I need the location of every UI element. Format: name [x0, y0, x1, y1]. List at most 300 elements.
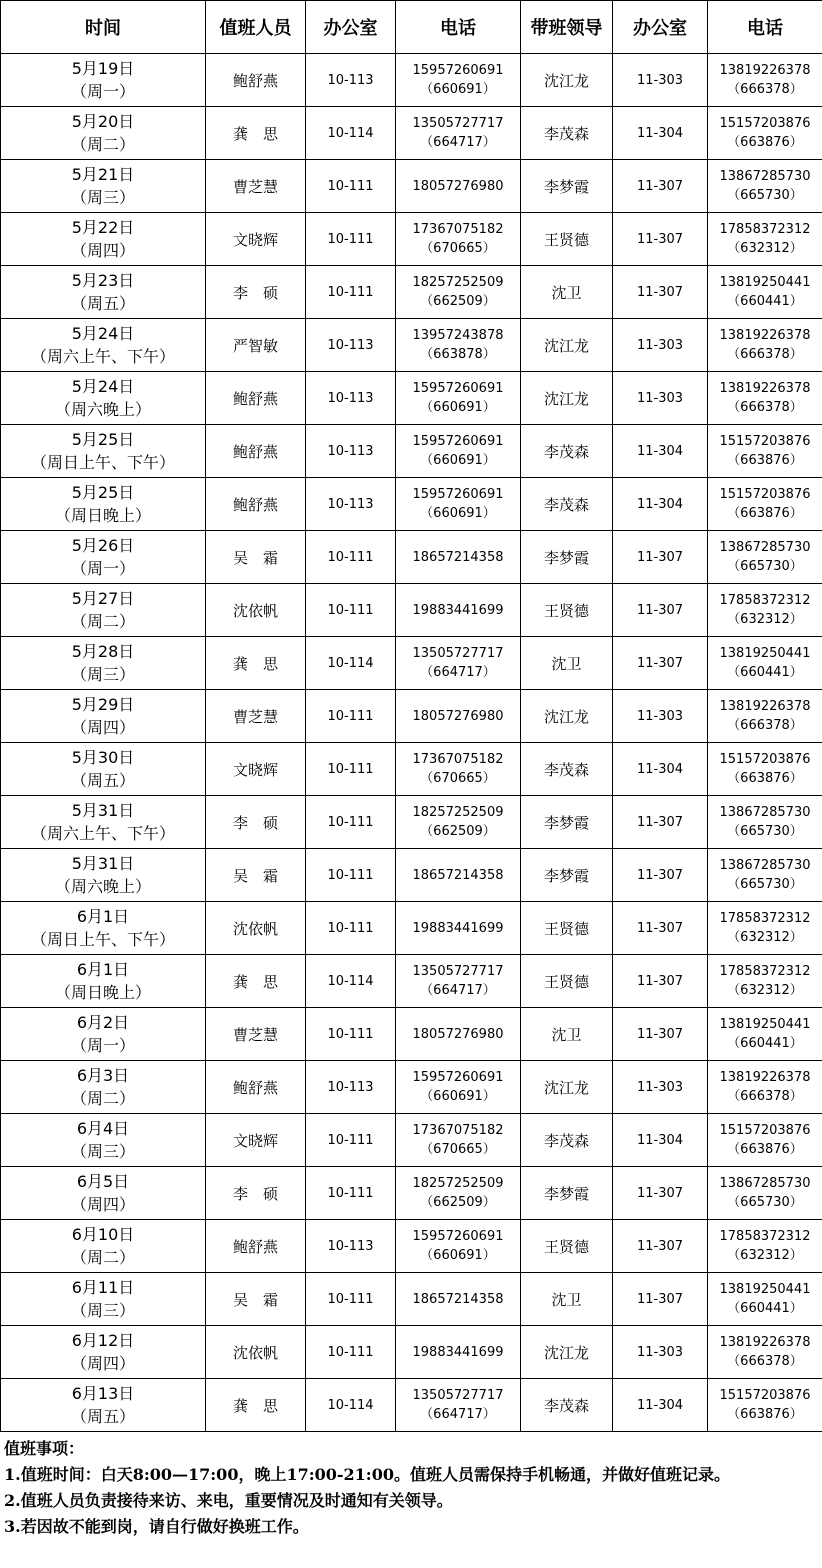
leader-phone-ext: （663876）	[727, 1142, 803, 1157]
staff-name: 龚 思	[232, 972, 278, 991]
leader-name: 王贤德	[543, 919, 589, 938]
staff-name: 文晓辉	[232, 1131, 278, 1150]
phone-ext: （660691）	[420, 453, 496, 468]
phone-cell	[396, 1220, 521, 1273]
office: 10-113	[327, 443, 374, 459]
staff-name: 李 硕	[232, 813, 278, 832]
leader-office-cell	[613, 1220, 708, 1273]
leader-office-cell	[613, 796, 708, 849]
phone-cell	[396, 425, 521, 478]
leader-phone-ext: （666378）	[727, 347, 803, 362]
leader-cell	[521, 372, 613, 425]
office: 10-111	[327, 231, 374, 247]
office-cell	[306, 531, 396, 584]
phone-cell	[396, 107, 521, 160]
leader-phone-ext: （663876）	[727, 135, 803, 150]
date-cell	[1, 637, 206, 690]
leader-phone: 17858372312	[719, 911, 811, 926]
leader-office-cell	[613, 955, 708, 1008]
leader-phone-ext: （660441）	[727, 665, 803, 680]
office-cell	[306, 1008, 396, 1061]
phone-cell	[396, 1114, 521, 1167]
leader-phone-cell	[708, 319, 822, 372]
weekday: （周一）	[70, 82, 135, 101]
table-row	[1, 796, 822, 849]
phone-cell	[396, 266, 521, 319]
staff-name: 龚 思	[232, 1396, 278, 1415]
leader-phone: 13819226378	[719, 1070, 811, 1085]
phone-ext: （662509）	[420, 294, 496, 309]
leader-phone-ext: （666378）	[727, 1354, 803, 1369]
date-cell	[1, 213, 206, 266]
phone-ext: （660691）	[420, 1089, 496, 1104]
leader-phone-cell	[708, 266, 822, 319]
office-cell	[306, 796, 396, 849]
leader-cell	[521, 1326, 613, 1379]
office-cell	[306, 1114, 396, 1167]
phone: 18057276980	[412, 1026, 504, 1042]
phone: 18657214358	[412, 867, 504, 883]
leader-phone: 17858372312	[719, 1229, 811, 1244]
staff-cell	[206, 213, 306, 266]
office-cell	[306, 743, 396, 796]
office: 10-111	[327, 284, 374, 300]
leader-name: 王贤德	[543, 972, 589, 991]
leader-cell	[521, 955, 613, 1008]
leader-office: 11-307	[636, 1291, 684, 1307]
office: 10-111	[327, 1026, 374, 1042]
leader-cell	[521, 849, 613, 902]
phone-cell	[396, 372, 521, 425]
office: 10-113	[327, 337, 374, 353]
leader-office-cell	[613, 425, 708, 478]
leader-phone: 15157203876	[719, 1123, 811, 1138]
office-cell	[306, 637, 396, 690]
weekday: （周五）	[70, 1407, 135, 1426]
leader-office: 11-307	[636, 920, 684, 936]
office: 10-113	[327, 1238, 374, 1254]
staff-name: 吴 霜	[232, 866, 278, 885]
phone-cell	[396, 213, 521, 266]
office-cell	[306, 690, 396, 743]
leader-phone-ext: （632312）	[727, 1248, 803, 1263]
staff-name: 沈依帆	[232, 1343, 278, 1362]
office-cell	[306, 160, 396, 213]
table-row	[1, 637, 822, 690]
table-row	[1, 849, 822, 902]
leader-cell	[521, 531, 613, 584]
phone-cell	[396, 1326, 521, 1379]
header-leader-office: 办公室	[613, 1, 708, 54]
leader-office: 11-303	[636, 708, 684, 724]
leader-phone: 15157203876	[719, 434, 811, 449]
date: 5月31日	[71, 801, 135, 820]
phone: 18257252509	[412, 275, 504, 290]
phone-cell	[396, 1167, 521, 1220]
leader-phone: 13819250441	[719, 275, 811, 290]
leader-phone: 17858372312	[719, 593, 811, 608]
leader-cell	[521, 743, 613, 796]
date: 5月30日	[71, 748, 135, 767]
staff-name: 曹芝慧	[232, 177, 278, 196]
office: 10-111	[327, 920, 374, 936]
office: 10-111	[327, 549, 374, 565]
office-cell	[306, 54, 396, 107]
date-cell	[1, 266, 206, 319]
weekday: （周一）	[70, 559, 135, 578]
phone-cell	[396, 1273, 521, 1326]
office: 10-111	[327, 1185, 374, 1201]
staff-cell	[206, 796, 306, 849]
staff-name: 沈依帆	[232, 601, 278, 620]
date: 6月2日	[76, 1013, 130, 1032]
office-cell	[306, 1167, 396, 1220]
leader-office: 11-303	[636, 72, 684, 88]
phone: 13957243878	[412, 328, 504, 343]
staff-cell	[206, 637, 306, 690]
leader-name: 王贤德	[543, 230, 589, 249]
staff-name: 龚 思	[232, 124, 278, 143]
phone: 18257252509	[412, 805, 504, 820]
date: 5月26日	[71, 536, 135, 555]
leader-office-cell	[613, 1167, 708, 1220]
leader-cell	[521, 902, 613, 955]
table-row	[1, 1167, 822, 1220]
leader-office: 11-307	[636, 602, 684, 618]
phone-cell	[396, 743, 521, 796]
leader-phone-cell	[708, 1114, 822, 1167]
leader-phone-cell	[708, 54, 822, 107]
leader-name: 李梦霞	[543, 813, 589, 832]
staff-name: 鲍舒燕	[232, 389, 278, 408]
phone: 18057276980	[412, 178, 504, 194]
staff-cell	[206, 1061, 306, 1114]
leader-phone-cell	[708, 1220, 822, 1273]
date-cell	[1, 107, 206, 160]
phone-cell	[396, 796, 521, 849]
date-cell	[1, 1273, 206, 1326]
leader-phone-cell	[708, 796, 822, 849]
leader-office-cell	[613, 372, 708, 425]
header-row	[1, 1, 822, 54]
staff-cell	[206, 743, 306, 796]
phone-cell	[396, 160, 521, 213]
leader-phone: 13819250441	[719, 646, 811, 661]
staff-name: 吴 霜	[232, 548, 278, 567]
staff-cell	[206, 902, 306, 955]
phone-ext: （664717）	[420, 135, 496, 150]
leader-name: 沈江龙	[543, 71, 589, 90]
leader-name: 李茂森	[543, 495, 589, 514]
date-cell	[1, 1379, 206, 1432]
table-row	[1, 478, 822, 531]
leader-phone: 13819226378	[719, 381, 811, 396]
leader-phone-cell	[708, 478, 822, 531]
phone-cell	[396, 1379, 521, 1432]
office: 10-111	[327, 814, 374, 830]
leader-phone: 15157203876	[719, 116, 811, 131]
weekday: （周日上午、下午）	[30, 453, 175, 472]
staff-cell	[206, 1114, 306, 1167]
staff-cell	[206, 319, 306, 372]
leader-phone-cell	[708, 743, 822, 796]
phone-ext: （670665）	[420, 241, 496, 256]
leader-cell	[521, 1379, 613, 1432]
date: 6月5日	[76, 1172, 130, 1191]
header-phone: 电话	[396, 1, 521, 54]
staff-cell	[206, 955, 306, 1008]
table-row	[1, 584, 822, 637]
office-cell	[306, 584, 396, 637]
leader-phone-ext: （665730）	[727, 1195, 803, 1210]
phone: 19883441699	[412, 920, 504, 936]
leader-name: 沈卫	[551, 283, 582, 302]
date: 5月25日	[71, 430, 135, 449]
staff-cell	[206, 54, 306, 107]
leader-phone: 13819250441	[719, 1017, 811, 1032]
phone-ext: （670665）	[420, 1142, 496, 1157]
leader-phone-ext: （632312）	[727, 930, 803, 945]
leader-phone: 13819226378	[719, 699, 811, 714]
weekday: （周六晚上）	[54, 877, 151, 896]
leader-cell	[521, 478, 613, 531]
leader-cell	[521, 690, 613, 743]
weekday: （周一）	[70, 1036, 135, 1055]
office: 10-113	[327, 72, 374, 88]
leader-phone-cell	[708, 584, 822, 637]
date-cell	[1, 54, 206, 107]
leader-cell	[521, 266, 613, 319]
date: 5月20日	[71, 112, 135, 131]
staff-name: 龚 思	[232, 654, 278, 673]
staff-cell	[206, 849, 306, 902]
leader-name: 沈江龙	[543, 707, 589, 726]
leader-office: 11-303	[636, 337, 684, 353]
leader-phone: 13867285730	[719, 169, 811, 184]
date-cell	[1, 1114, 206, 1167]
leader-office-cell	[613, 1379, 708, 1432]
leader-phone: 15157203876	[719, 1388, 811, 1403]
leader-cell	[521, 1061, 613, 1114]
date: 6月11日	[71, 1278, 135, 1297]
phone-cell	[396, 531, 521, 584]
leader-name: 李茂森	[543, 1131, 589, 1150]
date: 6月1日	[76, 907, 130, 926]
date: 6月10日	[71, 1225, 135, 1244]
leader-name: 沈江龙	[543, 1343, 589, 1362]
leader-name: 李梦霞	[543, 1184, 589, 1203]
staff-cell	[206, 1220, 306, 1273]
leader-cell	[521, 160, 613, 213]
office: 10-114	[327, 125, 374, 141]
leader-phone-ext: （660441）	[727, 1301, 803, 1316]
leader-office-cell	[613, 1114, 708, 1167]
leader-office-cell	[613, 213, 708, 266]
leader-office-cell	[613, 319, 708, 372]
leader-name: 李茂森	[543, 760, 589, 779]
leader-phone-cell	[708, 160, 822, 213]
table-row	[1, 1061, 822, 1114]
leader-office: 11-307	[636, 1026, 684, 1042]
phone-cell	[396, 584, 521, 637]
office-cell	[306, 478, 396, 531]
office: 10-111	[327, 708, 374, 724]
staff-cell	[206, 1273, 306, 1326]
leader-office: 11-307	[636, 231, 684, 247]
leader-phone-ext: （663876）	[727, 506, 803, 521]
phone-cell	[396, 849, 521, 902]
date-cell	[1, 319, 206, 372]
phone-cell	[396, 637, 521, 690]
date: 5月24日	[71, 377, 135, 396]
phone-ext: （664717）	[420, 983, 496, 998]
phone: 18057276980	[412, 708, 504, 724]
table-row	[1, 213, 822, 266]
leader-phone-cell	[708, 107, 822, 160]
leader-name: 李茂森	[543, 124, 589, 143]
staff-name: 李 硕	[232, 283, 278, 302]
note-item: 1.值班时间：白天8:00—17:00，晚上17:00-21:00。值班人员需保持手机畅通，并做好值班记录。	[4, 1465, 730, 1484]
date: 5月23日	[71, 271, 135, 290]
phone: 15957260691	[412, 63, 504, 78]
leader-office-cell	[613, 478, 708, 531]
table-row	[1, 1379, 822, 1432]
leader-phone-ext: （660441）	[727, 1036, 803, 1051]
leader-office-cell	[613, 849, 708, 902]
weekday: （周三）	[70, 188, 135, 207]
date-cell	[1, 160, 206, 213]
office-cell	[306, 107, 396, 160]
phone-ext: （660691）	[420, 1248, 496, 1263]
staff-cell	[206, 1008, 306, 1061]
phone-ext: （670665）	[420, 771, 496, 786]
leader-office: 11-307	[636, 655, 684, 671]
leader-office: 11-307	[636, 1185, 684, 1201]
note-item: 3.若因故不能到岗，请自行做好换班工作。	[4, 1517, 309, 1536]
leader-office: 11-303	[636, 1079, 684, 1095]
date: 6月3日	[76, 1066, 130, 1085]
table-row	[1, 690, 822, 743]
leader-name: 李梦霞	[543, 548, 589, 567]
phone: 15957260691	[412, 1229, 504, 1244]
leader-cell	[521, 107, 613, 160]
table-row	[1, 955, 822, 1008]
leader-office-cell	[613, 637, 708, 690]
leader-phone-ext: （665730）	[727, 824, 803, 839]
note-item: 2.值班人员负责接待来访、来电，重要情况及时通知有关领导。	[4, 1491, 453, 1510]
leader-phone-cell	[708, 531, 822, 584]
table-row	[1, 372, 822, 425]
leader-phone-cell	[708, 1061, 822, 1114]
staff-name: 吴 霜	[232, 1290, 278, 1309]
leader-cell	[521, 1220, 613, 1273]
phone-ext: （664717）	[420, 665, 496, 680]
leader-name: 沈卫	[551, 1290, 582, 1309]
phone: 19883441699	[412, 1344, 504, 1360]
leader-phone: 13867285730	[719, 805, 811, 820]
leader-phone-cell	[708, 372, 822, 425]
table-row	[1, 266, 822, 319]
staff-name: 严智敏	[232, 336, 278, 355]
date: 5月29日	[71, 695, 135, 714]
leader-office: 11-307	[636, 178, 684, 194]
office-cell	[306, 425, 396, 478]
staff-name: 鲍舒燕	[232, 1237, 278, 1256]
office-cell	[306, 372, 396, 425]
leader-name: 李梦霞	[543, 866, 589, 885]
phone-ext: （660691）	[420, 82, 496, 97]
leader-office: 11-307	[636, 284, 684, 300]
leader-office-cell	[613, 107, 708, 160]
staff-cell	[206, 425, 306, 478]
phone-cell	[396, 319, 521, 372]
leader-phone-cell	[708, 849, 822, 902]
phone-ext: （660691）	[420, 400, 496, 415]
leader-cell	[521, 637, 613, 690]
table-row	[1, 902, 822, 955]
leader-name: 沈江龙	[543, 1078, 589, 1097]
date-cell	[1, 584, 206, 637]
weekday: （周四）	[70, 718, 135, 737]
office-cell	[306, 1326, 396, 1379]
staff-name: 曹芝慧	[232, 707, 278, 726]
leader-office-cell	[613, 1326, 708, 1379]
phone: 15957260691	[412, 1070, 504, 1085]
staff-name: 曹芝慧	[232, 1025, 278, 1044]
date-cell	[1, 1326, 206, 1379]
phone-cell	[396, 690, 521, 743]
office: 10-114	[327, 1397, 374, 1413]
date-cell	[1, 1008, 206, 1061]
phone: 17367075182	[412, 222, 504, 237]
leader-phone-cell	[708, 1273, 822, 1326]
date: 5月21日	[71, 165, 135, 184]
weekday: （周日晚上）	[54, 506, 151, 525]
weekday: （周四）	[70, 1195, 135, 1214]
staff-name: 鲍舒燕	[232, 442, 278, 461]
leader-cell	[521, 1273, 613, 1326]
staff-cell	[206, 1379, 306, 1432]
office: 10-111	[327, 602, 374, 618]
date-cell	[1, 743, 206, 796]
leader-phone: 17858372312	[719, 964, 811, 979]
leader-phone-cell	[708, 425, 822, 478]
leader-phone: 13819226378	[719, 63, 811, 78]
leader-phone-ext: （666378）	[727, 82, 803, 97]
date: 5月22日	[71, 218, 135, 237]
date-cell	[1, 955, 206, 1008]
date: 5月24日	[71, 324, 135, 343]
office-cell	[306, 266, 396, 319]
office: 10-111	[327, 178, 374, 194]
leader-phone: 13819226378	[719, 1335, 811, 1350]
weekday: （周六上午、下午）	[30, 347, 175, 366]
staff-name: 李 硕	[232, 1184, 278, 1203]
leader-phone: 13867285730	[719, 858, 811, 873]
header-leader: 带班领导	[521, 1, 613, 54]
table-row	[1, 1273, 822, 1326]
leader-name: 李茂森	[543, 442, 589, 461]
leader-office-cell	[613, 266, 708, 319]
leader-phone: 13819250441	[719, 1282, 811, 1297]
staff-cell	[206, 372, 306, 425]
leader-office: 11-307	[636, 1238, 684, 1254]
date: 6月4日	[76, 1119, 130, 1138]
table-row	[1, 1008, 822, 1061]
date-cell	[1, 425, 206, 478]
leader-phone-ext: （632312）	[727, 983, 803, 998]
weekday: （周二）	[70, 1089, 135, 1108]
